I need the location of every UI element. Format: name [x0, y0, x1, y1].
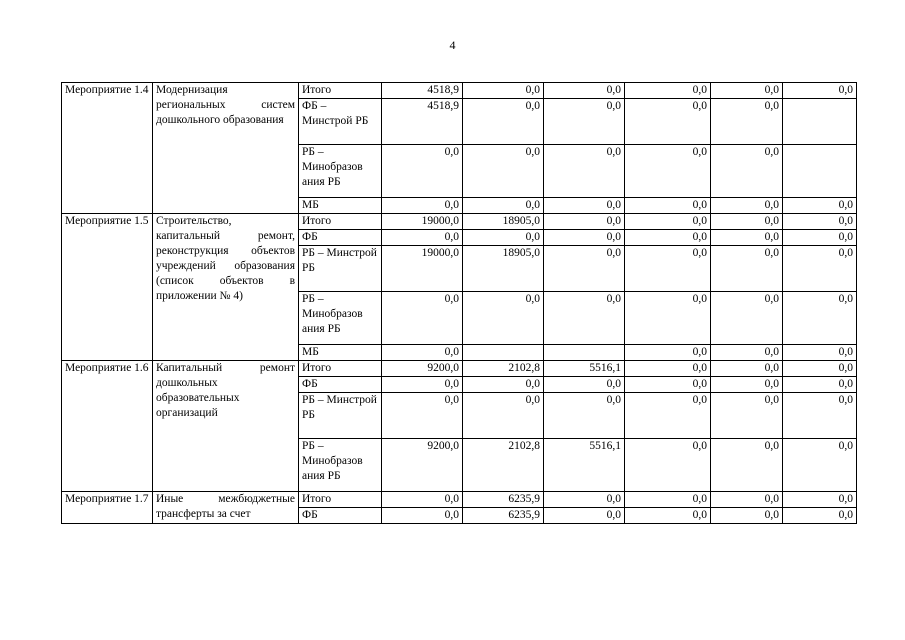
source-cell: Итого — [299, 214, 382, 230]
value-cell: 0,0 — [382, 508, 463, 524]
source-cell: РБ – Минобразов ания РБ — [299, 439, 382, 492]
value-cell: 0,0 — [711, 492, 783, 508]
value-cell — [463, 345, 544, 361]
value-cell: 0,0 — [711, 292, 783, 345]
value-cell: 4518,9 — [382, 83, 463, 99]
page-number: 4 — [449, 38, 456, 52]
value-cell: 0,0 — [544, 145, 625, 198]
value-cell: 0,0 — [783, 345, 857, 361]
event-name-cell: Иные межбюджетные трансферты за счет — [153, 492, 299, 524]
value-cell: 0,0 — [544, 198, 625, 214]
value-cell: 18905,0 — [463, 214, 544, 230]
value-cell: 0,0 — [382, 145, 463, 198]
value-cell: 0,0 — [711, 198, 783, 214]
value-cell: 0,0 — [711, 145, 783, 198]
value-cell: 2102,8 — [463, 439, 544, 492]
value-cell: 0,0 — [625, 377, 711, 393]
value-cell: 0,0 — [711, 377, 783, 393]
value-cell: 0,0 — [625, 230, 711, 246]
value-cell: 0,0 — [544, 377, 625, 393]
value-cell: 0,0 — [625, 246, 711, 292]
value-cell: 0,0 — [783, 508, 857, 524]
value-cell — [783, 99, 857, 145]
value-cell: 0,0 — [382, 492, 463, 508]
source-cell: РБ – Минобразов ания РБ — [299, 145, 382, 198]
event-cell: Мероприятие 1.4 — [62, 83, 153, 214]
value-cell: 0,0 — [711, 83, 783, 99]
budget-table — [61, 82, 857, 524]
value-cell: 0,0 — [463, 198, 544, 214]
value-cell: 0,0 — [783, 361, 857, 377]
value-cell: 0,0 — [382, 198, 463, 214]
value-cell: 0,0 — [625, 361, 711, 377]
event-name-cell: Строительство, капитальный ремонт, реконструкция объектов учреждений образования (список объектов в приложении № 4) — [153, 214, 299, 361]
source-cell: РБ – Минстрой РБ — [299, 246, 382, 292]
table-row — [62, 83, 857, 99]
value-cell: 0,0 — [783, 292, 857, 345]
value-cell: 0,0 — [783, 393, 857, 439]
source-cell: МБ — [299, 345, 382, 361]
value-cell: 0,0 — [783, 492, 857, 508]
value-cell: 0,0 — [544, 230, 625, 246]
value-cell: 0,0 — [463, 99, 544, 145]
value-cell: 2102,8 — [463, 361, 544, 377]
value-cell: 0,0 — [544, 492, 625, 508]
value-cell: 0,0 — [711, 361, 783, 377]
table-row — [62, 492, 857, 508]
source-cell: РБ – Минобразов ания РБ — [299, 292, 382, 345]
value-cell: 0,0 — [625, 492, 711, 508]
value-cell: 0,0 — [711, 508, 783, 524]
value-cell: 0,0 — [544, 292, 625, 345]
value-cell: 5516,1 — [544, 361, 625, 377]
value-cell: 0,0 — [783, 198, 857, 214]
source-cell: ФБ — [299, 230, 382, 246]
source-cell: РБ – Минстрой РБ — [299, 393, 382, 439]
value-cell: 0,0 — [544, 508, 625, 524]
value-cell: 6235,9 — [463, 508, 544, 524]
value-cell: 0,0 — [382, 345, 463, 361]
event-cell: Мероприятие 1.6 — [62, 361, 153, 492]
value-cell: 0,0 — [382, 377, 463, 393]
source-cell: ФБ – Минстрой РБ — [299, 99, 382, 145]
value-cell: 0,0 — [463, 230, 544, 246]
value-cell: 0,0 — [625, 345, 711, 361]
value-cell: 6235,9 — [463, 492, 544, 508]
value-cell: 19000,0 — [382, 214, 463, 230]
value-cell: 9200,0 — [382, 439, 463, 492]
value-cell: 0,0 — [625, 99, 711, 145]
value-cell: 0,0 — [625, 145, 711, 198]
source-cell: ФБ — [299, 508, 382, 524]
value-cell: 0,0 — [463, 377, 544, 393]
value-cell: 0,0 — [711, 99, 783, 145]
event-name-cell: Капитальный ремонт дошкольных образовательных организаций — [153, 361, 299, 492]
value-cell: 0,0 — [625, 214, 711, 230]
value-cell: 0,0 — [463, 145, 544, 198]
event-name-cell: Модернизация региональных систем дошкольного образования — [153, 83, 299, 214]
source-cell: Итого — [299, 83, 382, 99]
value-cell: 4518,9 — [382, 99, 463, 145]
value-cell: 0,0 — [544, 99, 625, 145]
source-cell: Итого — [299, 492, 382, 508]
value-cell: 0,0 — [625, 393, 711, 439]
table-row — [62, 214, 857, 230]
value-cell: 9200,0 — [382, 361, 463, 377]
value-cell: 0,0 — [463, 83, 544, 99]
value-cell: 0,0 — [382, 230, 463, 246]
value-cell: 0,0 — [783, 246, 857, 292]
value-cell: 0,0 — [711, 439, 783, 492]
value-cell: 0,0 — [625, 508, 711, 524]
value-cell: 0,0 — [544, 214, 625, 230]
value-cell: 0,0 — [783, 83, 857, 99]
event-cell: Мероприятие 1.7 — [62, 492, 153, 524]
value-cell: 0,0 — [625, 292, 711, 345]
value-cell: 0,0 — [625, 83, 711, 99]
value-cell: 19000,0 — [382, 246, 463, 292]
source-cell: ФБ — [299, 377, 382, 393]
value-cell: 0,0 — [711, 393, 783, 439]
value-cell: 18905,0 — [463, 246, 544, 292]
value-cell: 0,0 — [382, 292, 463, 345]
source-cell: Итого — [299, 361, 382, 377]
value-cell: 0,0 — [783, 230, 857, 246]
value-cell: 5516,1 — [544, 439, 625, 492]
value-cell: 0,0 — [711, 230, 783, 246]
value-cell: 0,0 — [544, 393, 625, 439]
value-cell: 0,0 — [711, 214, 783, 230]
value-cell: 0,0 — [783, 439, 857, 492]
value-cell: 0,0 — [625, 198, 711, 214]
value-cell: 0,0 — [463, 393, 544, 439]
value-cell: 0,0 — [544, 83, 625, 99]
source-cell: МБ — [299, 198, 382, 214]
value-cell: 0,0 — [463, 292, 544, 345]
value-cell: 0,0 — [382, 393, 463, 439]
value-cell: 0,0 — [711, 345, 783, 361]
value-cell: 0,0 — [625, 439, 711, 492]
value-cell: 0,0 — [544, 246, 625, 292]
value-cell — [783, 145, 857, 198]
value-cell: 0,0 — [711, 246, 783, 292]
event-cell: Мероприятие 1.5 — [62, 214, 153, 361]
value-cell — [544, 345, 625, 361]
table-row — [62, 361, 857, 377]
value-cell: 0,0 — [783, 214, 857, 230]
value-cell: 0,0 — [783, 377, 857, 393]
